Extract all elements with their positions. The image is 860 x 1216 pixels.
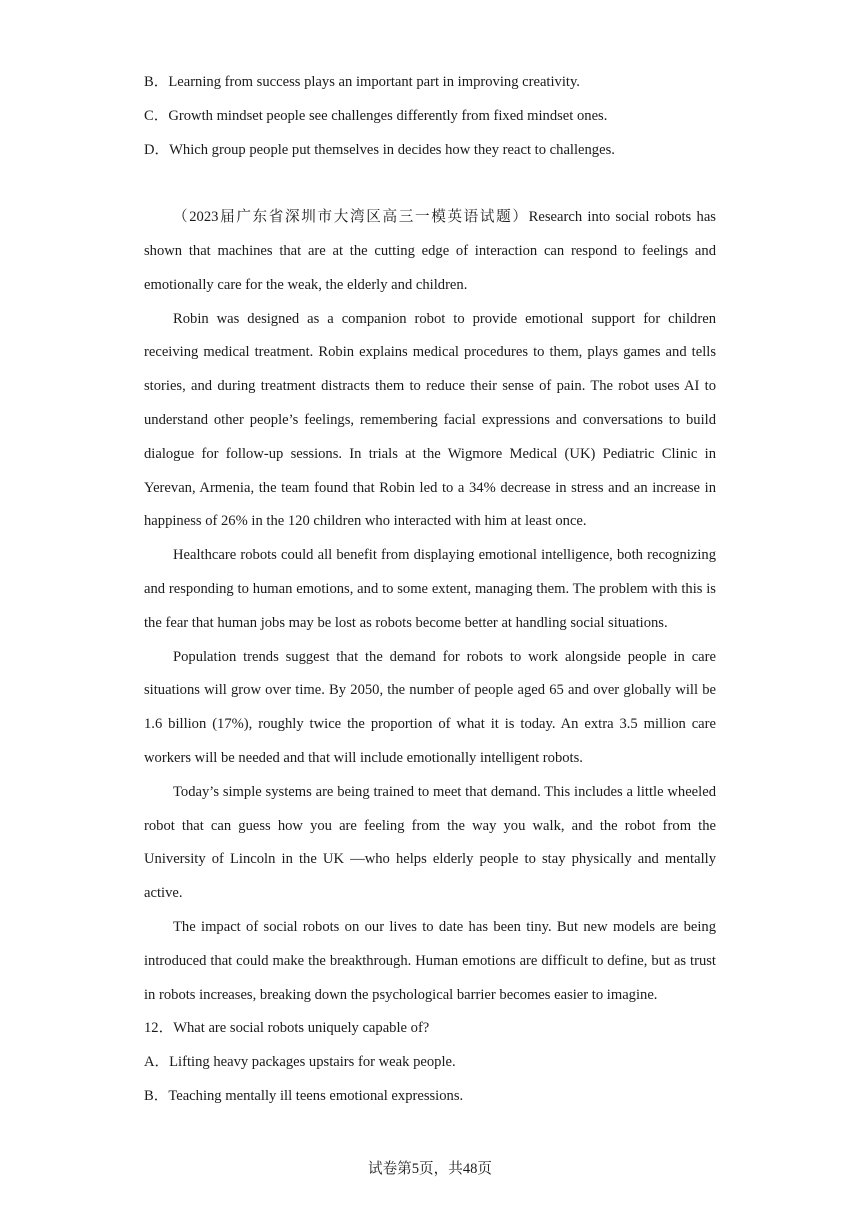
passage-paragraph-2: Robin was designed as a companion robot to provide emotional support for children receiving medical treatment. Robin explains medical procedures to them, plays games and tells stories, and during treatment distracts them to reduce their sense of pain. The robot uses AI to understand other people’s feelings, remembering facial expressions and conversations to build dialogue for follow-up sessions. In trials at the Wigmore Medical (UK) Pediatric Clinic in Yerevan, Armenia, the team found that Robin led to a 34% decrease in stress and an increase in happiness of 26% in the 120 children who interacted with him at least once.: [144, 310, 716, 530]
passage-paragraph-6: The impact of social robots on our lives to date has been tiny. But new models are being introduced that could make the breakthrough. Human emotions are difficult to define, but as trust in robots increases, breaking down the psychological barrier becomes easier to imagine.: [144, 918, 716, 1003]
prev-option-b: B．Learning from success plays an important part in improving creativity.: [144, 74, 580, 90]
reading-passage: [144, 201, 716, 1012]
passage-paragraph-4: Population trends suggest that the demand for robots to work alongside people in care situations will grow over time. By 2050, the number of people aged 65 and over globally will be 1.6 billion (17%), roughly twice the proportion of what it is today. An extra 3.5 million care workers will be needed and that will include emotionally intelligent robots.: [144, 648, 716, 766]
question-stem: 12．What are social robots uniquely capable of?: [144, 1020, 430, 1037]
passage-paragraph-1: （2023届广东省深圳市大湾区高三一模英语试题）Research into social robots has shown that machines that are at the cutting edge of interaction can respond to feelings and emotionally care for the weak, the elderly and children.: [144, 209, 716, 293]
section-gap: [144, 167, 716, 201]
question-12: [144, 1012, 716, 1113]
question-option-b: B．Teaching mentally ill teens emotional expressions.: [144, 1087, 464, 1104]
passage-paragraph-5: Today’s simple systems are being trained to meet that demand. This includes a little wheeled robot that can guess how you are feeling from the way you walk, and the robot from the University of Lincoln in the UK —who helps elderly people to stay physically and mentally active.: [144, 783, 716, 902]
page-footer: 试卷第5页，共48页: [367, 1161, 493, 1177]
question-option-a: A．Lifting heavy packages upstairs for weak people.: [144, 1054, 456, 1071]
page-content: [144, 66, 716, 1114]
passage-paragraph-3: Healthcare robots could all benefit from displaying emotional intelligence, both recognizing and responding to human emotions, and to some extent, managing them. The problem with this is the fear that human jobs may be lost as robots become better at handling social situations.: [144, 547, 716, 631]
prev-option-d: D．Which group people put themselves in decides how they react to challenges.: [144, 141, 615, 158]
prev-option-c: C．Growth mindset people see challenges differently from fixed mindset ones.: [144, 107, 608, 124]
